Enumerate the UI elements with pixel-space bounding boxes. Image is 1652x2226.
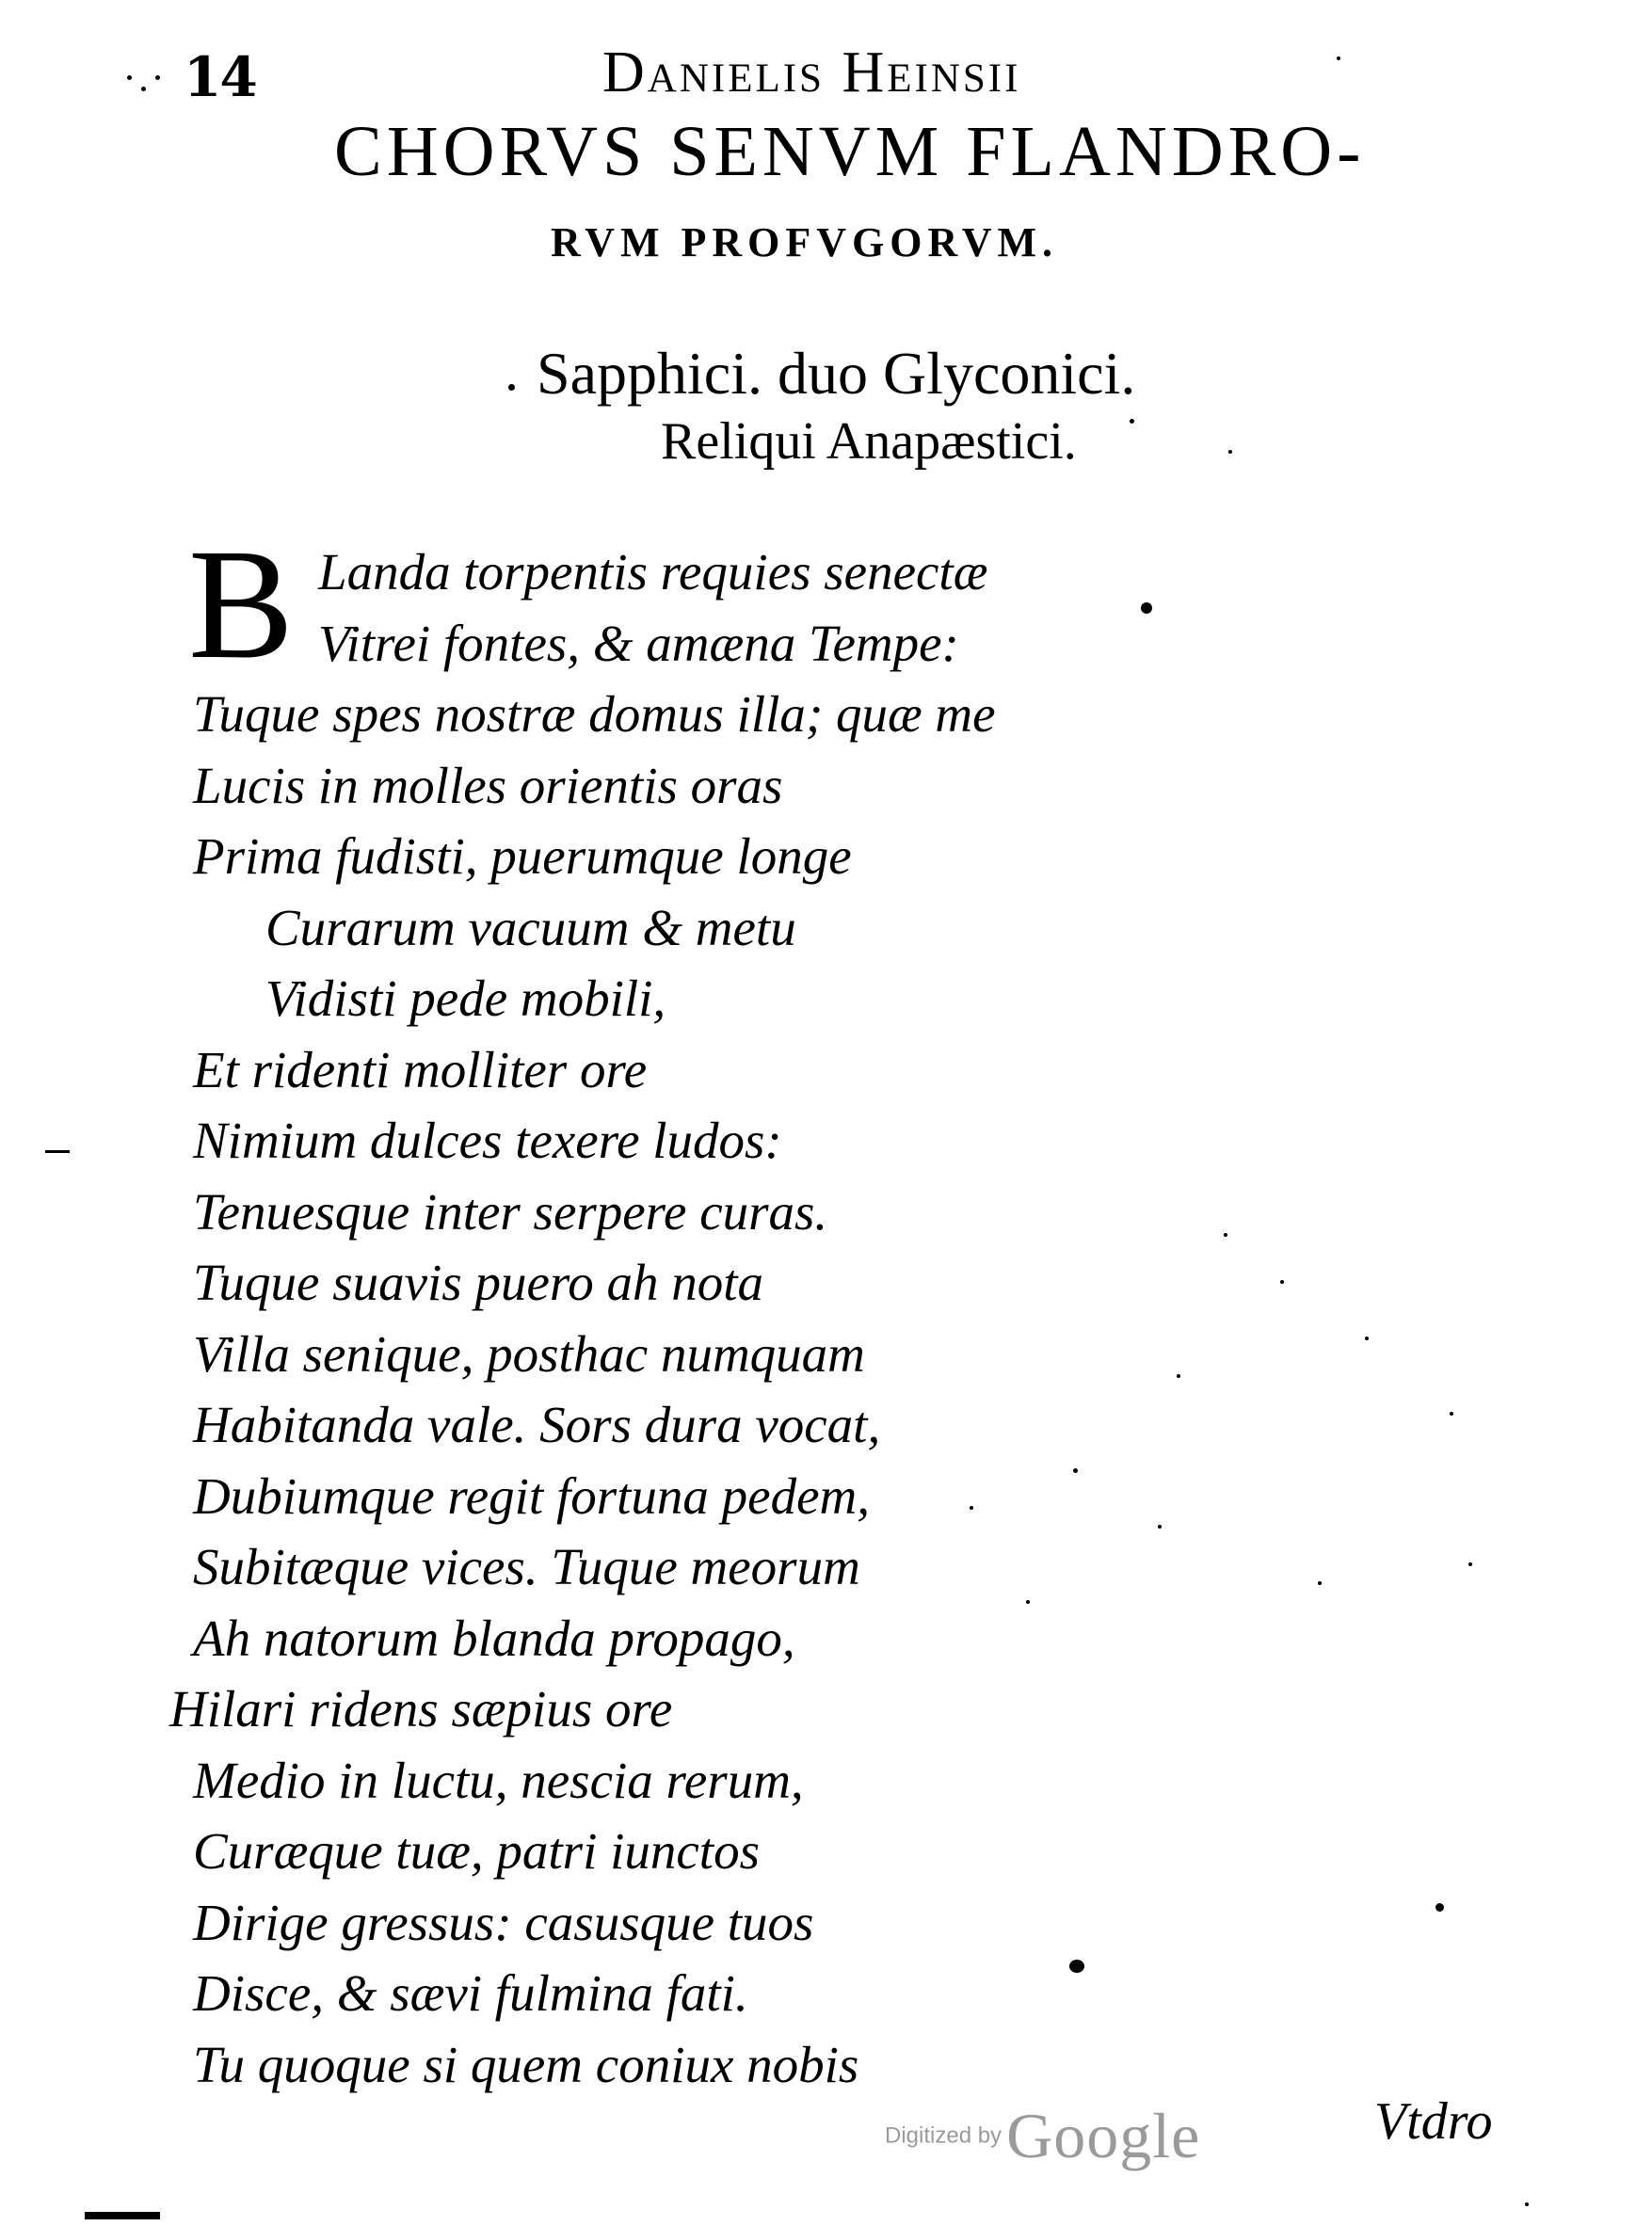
drop-cap: B (188, 517, 295, 692)
digitized-by-google-watermark (885, 2099, 1200, 2173)
ink-speck (1228, 450, 1232, 454)
page-edge-mark (85, 2212, 160, 2219)
verse-line: Subitæque vices. Tuque meorum (193, 1538, 860, 1595)
verse-line: Dirige gressus: casusque tuos (193, 1894, 814, 1951)
ink-speck (970, 1506, 973, 1510)
verse-line: Disce, & sævi fulmina fati. (193, 1964, 748, 2022)
verse-line: Curarum vacuum & metu (265, 899, 796, 956)
verse-line: Nimium dulces texere ludos: (193, 1112, 782, 1169)
ink-speck (1158, 1525, 1162, 1529)
ink-speck (1141, 602, 1152, 614)
ink-speck (1435, 1903, 1444, 1912)
ink-speck (1318, 1581, 1322, 1585)
ink-speck (1280, 1280, 1284, 1284)
ink-speck (155, 75, 160, 80)
ink-speck (1069, 1960, 1084, 1973)
ink-speck (1468, 1562, 1472, 1566)
watermark-prefix: Digitized by (885, 2122, 1002, 2149)
ink-speck (1365, 1337, 1369, 1340)
verse-line: Prima fudisti, puerumque longe (193, 827, 852, 885)
ink-speck (508, 384, 515, 391)
running-head: Danielis Heinsii (602, 40, 1021, 104)
ink-speck (141, 87, 146, 91)
verse-line: Et ridenti molliter ore (193, 1041, 648, 1098)
verse-line: Lucis in molles orientis oras (193, 757, 783, 814)
ink-speck (127, 75, 132, 80)
verse-line: Tu quoque si quem coniux nobis (193, 2036, 859, 2093)
verse-line: Curæque tuæ, patri iunctos (193, 1822, 760, 1880)
chorus-title-line-1: CHORVS SENVM FLANDRO- (334, 112, 1366, 191)
ink-speck (1525, 2202, 1529, 2206)
verse-line: Habitanda vale. Sors dura vocat, (193, 1396, 881, 1453)
verse-line: Hilari ridens sæpius ore (169, 1680, 673, 1738)
verse-line: Tuque suavis puero ah nota (193, 1254, 764, 1311)
catchword: Vtdro (1374, 2092, 1493, 2151)
verse-line: Tuque spes nostræ domus illa; quæ me (193, 685, 996, 743)
meter-note-line-2: Reliqui Anapæstici. (661, 412, 1077, 471)
ink-speck (1073, 1468, 1078, 1473)
ink-speck (1026, 1600, 1030, 1604)
ink-speck (1130, 419, 1134, 424)
ink-speck (1337, 56, 1340, 60)
margin-dash (45, 1150, 70, 1153)
google-logo: Google (1006, 2100, 1201, 2171)
chorus-title-line-2: RVM PROFVGORVM. (551, 219, 1059, 265)
verse-line: Dubiumque regit fortuna pedem, (193, 1467, 870, 1525)
verse-line: Medio in luctu, nescia rerum, (193, 1752, 804, 1809)
verse-line: Villa senique, posthac numquam (193, 1325, 865, 1383)
ink-speck (1224, 1233, 1227, 1237)
ink-speck (1177, 1374, 1180, 1378)
ink-speck (1450, 1412, 1453, 1416)
verse-line: Vidisti pede mobili, (265, 969, 666, 1027)
verse-line: Landa torpentis requies senectæ (318, 543, 988, 601)
verse-line: Vitrei fontes, & amæna Tempe: (318, 615, 959, 672)
meter-note-line-1: Sapphici. duo Glyconici. (537, 340, 1136, 407)
verse-line: Ah natorum blanda propago, (193, 1609, 795, 1667)
page-number: 14 (184, 45, 256, 109)
verse-line: Tenuesque inter serpere curas. (193, 1183, 828, 1241)
